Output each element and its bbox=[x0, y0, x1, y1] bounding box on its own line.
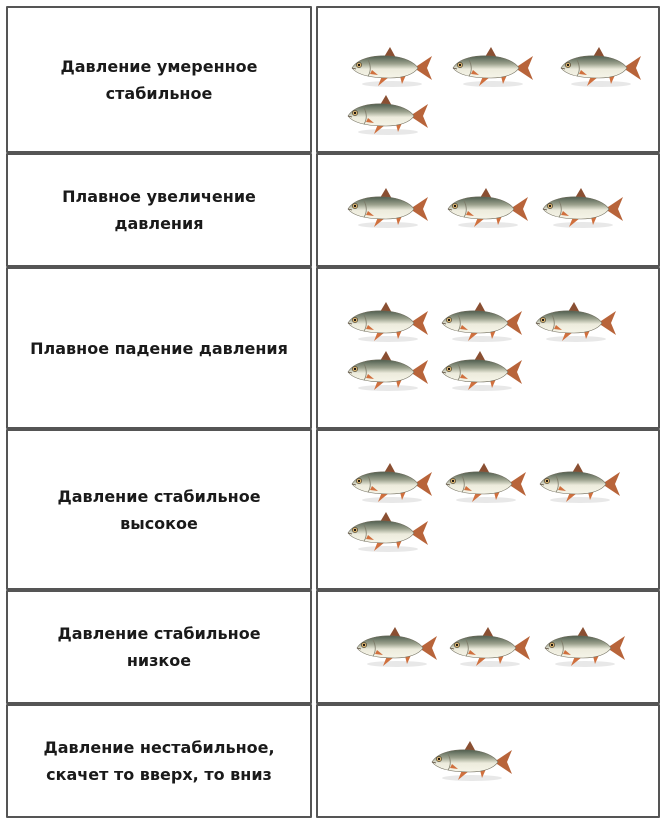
fish-icon bbox=[557, 44, 643, 92]
fish-icon bbox=[344, 509, 430, 557]
fish-icon bbox=[344, 185, 430, 233]
fish-icon bbox=[344, 299, 430, 347]
condition-cell bbox=[6, 267, 312, 429]
table-row bbox=[3, 429, 662, 590]
fish-icon bbox=[438, 348, 524, 396]
table-row bbox=[3, 153, 662, 267]
fish-icon bbox=[348, 44, 434, 92]
bite-rating-cell bbox=[316, 267, 660, 429]
condition-label: Давление умеренное стабильное bbox=[60, 56, 258, 103]
fish-icon bbox=[539, 185, 625, 233]
bite-rating-cell bbox=[316, 590, 660, 704]
table-row bbox=[3, 267, 662, 429]
fish-icon bbox=[449, 44, 535, 92]
fish-icon bbox=[442, 460, 528, 508]
fish-icon bbox=[532, 299, 618, 347]
condition-label: Давление нестабильное, скачет то вверх, то вниз bbox=[43, 738, 275, 784]
fish-icon bbox=[446, 624, 532, 672]
condition-label: Плавное увеличение давления bbox=[62, 187, 256, 233]
condition-cell bbox=[6, 153, 312, 267]
condition-cell bbox=[6, 704, 312, 818]
bite-rating-cell bbox=[316, 429, 660, 590]
condition-cell bbox=[6, 590, 312, 704]
table-row bbox=[3, 590, 662, 704]
table-row bbox=[3, 704, 662, 818]
condition-cell bbox=[6, 6, 312, 153]
bite-rating-cell bbox=[316, 6, 660, 153]
bite-rating-cell bbox=[316, 704, 660, 818]
table-row bbox=[3, 6, 662, 153]
fish-icon bbox=[444, 185, 530, 233]
fish-icon bbox=[344, 348, 430, 396]
fish-icon bbox=[438, 299, 524, 347]
fish-icon bbox=[541, 624, 627, 672]
fish-icon bbox=[353, 624, 439, 672]
condition-cell bbox=[6, 429, 312, 590]
fish-icon bbox=[348, 460, 434, 508]
condition-label: Плавное падение давления bbox=[30, 338, 288, 358]
fish-icon bbox=[344, 92, 430, 140]
fish-icon bbox=[428, 738, 514, 786]
fish-icon bbox=[536, 460, 622, 508]
bite-rating-cell bbox=[316, 153, 660, 267]
condition-label: Давление стабильное высокое bbox=[57, 486, 261, 533]
condition-label: Давление стабильное низкое bbox=[57, 624, 261, 670]
